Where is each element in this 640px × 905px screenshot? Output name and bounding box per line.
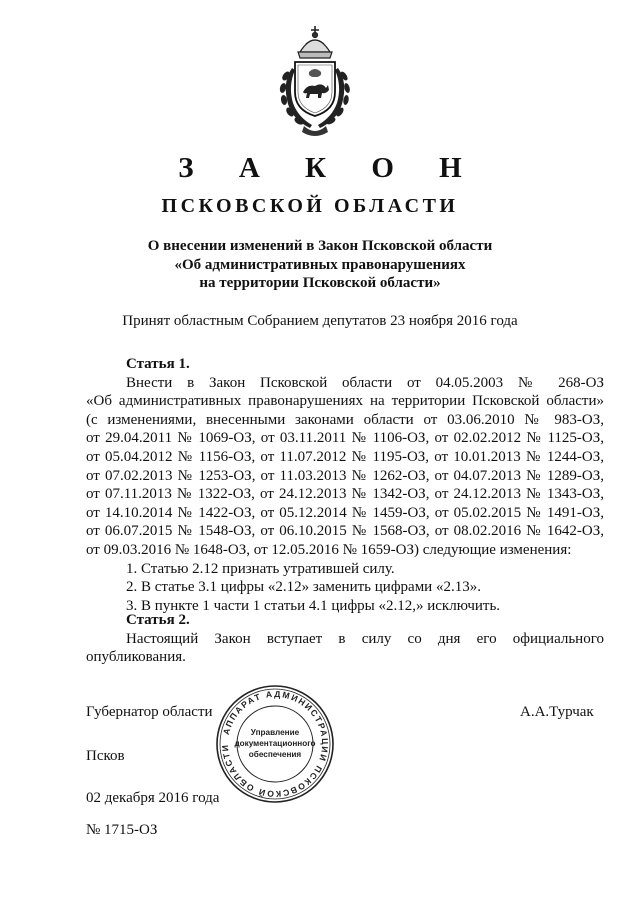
article-1	[86, 355, 604, 615]
stamp-center-line: документационного	[234, 739, 316, 748]
stamp-center-line: Управление	[250, 728, 300, 737]
law-number: № 1715-ОЗ	[86, 822, 158, 838]
law-region: ПСКОВСКОЙ ОБЛАСТИ	[161, 195, 459, 217]
coat-of-arms-emblem	[262, 22, 368, 140]
signing-city: Псков	[86, 748, 125, 764]
subject-line: на территории Псковской области»	[199, 275, 441, 291]
law-title: З А К О Н	[178, 152, 481, 184]
subject-line: О внесении изменений в Закон Псковской области	[147, 238, 493, 254]
article-1-line: от 07.02.2013 № 1253-ОЗ, от 11.03.2013 № 1262-ОЗ, от 04.07.2013 № 1289-ОЗ,	[86, 467, 604, 484]
article-1-line: «Об административных правонарушениях на территории Псковской области»	[86, 393, 604, 410]
subject-line: «Об административных правонарушениях	[174, 256, 466, 273]
article-1-line: от 14.10.2014 № 1422-ОЗ, от 05.12.2014 № 1459-ОЗ, от 05.02.2015 № 1491-ОЗ,	[86, 504, 604, 521]
article-1-line: от 29.04.2011 № 1069-ОЗ, от 03.11.2011 № 1106-ОЗ, от 02.02.2012 № 1125-ОЗ,	[86, 430, 604, 447]
signing-date: 02 декабря 2016 года	[86, 790, 220, 806]
stamp-ring-text: АППАРАТ АДМИНИСТРАЦИИ ПСКОВСКОЙ ОБЛАСТИ	[219, 688, 331, 800]
signatory-name: А.А.Турчак	[520, 704, 594, 720]
article-1-line: от 09.03.2016 № 1648-ОЗ, от 12.05.2016 № 1659-ОЗ) следующие изменения:	[86, 541, 572, 558]
article-1-line: от 07.11.2013 № 1322-ОЗ, от 24.12.2013 № 1342-ОЗ, от 24.12.2013 № 1343-ОЗ,	[86, 486, 604, 503]
article-1-line: от 06.07.2015 № 1548-ОЗ, от 06.10.2015 № 1568-ОЗ, от 08.02.2016 № 1642-ОЗ,	[86, 523, 604, 540]
signatory-position: Губернатор области	[86, 704, 213, 720]
article-2	[86, 611, 604, 667]
official-stamp	[214, 683, 336, 805]
article-2-line: опубликования.	[86, 649, 186, 666]
article-1-heading: Статья 1.	[126, 356, 190, 372]
article-1-item: 3. В пункте 1 части 1 статьи 4.1 цифры «2.12,» исключить.	[126, 597, 501, 614]
law-subject	[100, 237, 540, 293]
article-2-line: Настоящий Закон вступает в силу со дня его официального	[126, 630, 604, 647]
stamp-center-line: обеспечения	[248, 750, 302, 759]
adoption-note: Принят областным Собранием депутатов 23 ноября 2016 года	[122, 313, 518, 329]
article-2-heading: Статья 2.	[126, 612, 190, 628]
article-1-item: 2. В статье 3.1 цифры «2.12» заменить цифрами «2.13».	[126, 579, 481, 596]
article-1-line: (с изменениями, внесенными законами области от 03.06.2010 № 983-ОЗ,	[86, 411, 604, 428]
article-1-item: 1. Статью 2.12 признать утратившей силу.	[126, 560, 395, 577]
article-1-line: Внести в Закон Псковской области от 04.05.2003 № 268-ОЗ	[126, 374, 604, 391]
article-1-line: от 05.04.2012 № 1156-ОЗ, от 11.07.2012 № 1195-ОЗ, от 10.01.2013 № 1244-ОЗ,	[86, 448, 604, 465]
